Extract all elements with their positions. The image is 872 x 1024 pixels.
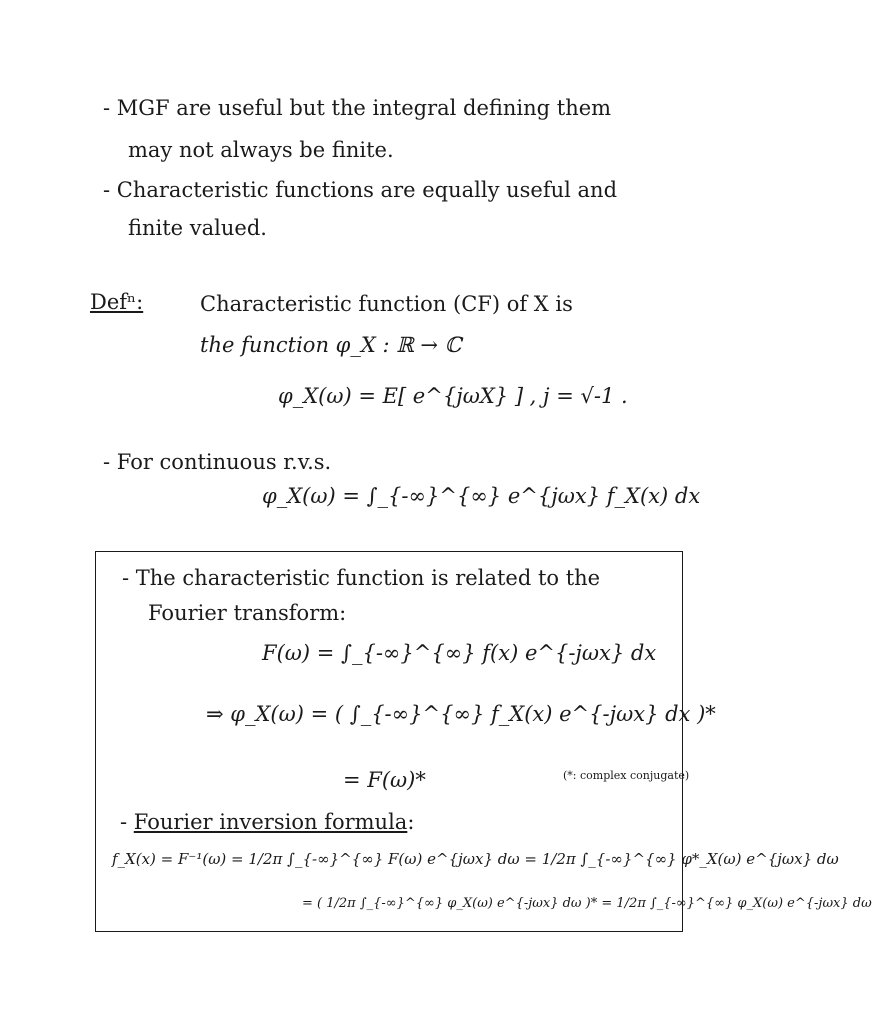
def-line-2: the function φ_X : ℝ → ℂ xyxy=(200,333,462,357)
definition-label: Defⁿ: xyxy=(90,290,144,314)
line-not-finite: may not always be finite. xyxy=(128,138,394,162)
box-line-2: Fourier transform: xyxy=(148,601,347,625)
line-finite-valued: finite valued. xyxy=(128,216,267,240)
inversion-title: Fourier inversion formula xyxy=(133,810,408,834)
line-mgf-useful: - MGF are useful but the integral defining them xyxy=(103,96,612,120)
continuous-rv-line: - For continuous r.v.s. xyxy=(103,450,332,474)
inversion-formula-2: = ( 1/2π ∫_{-∞}^{∞} φ_X(ω) e^{-jωx} dω )* = 1/2π ∫_{-∞}^{∞} φ_X(ω) e^{-jωx} dω xyxy=(302,896,872,911)
inversion-colon: : xyxy=(407,810,415,834)
def-line-3: φ_X(ω) = E[ e^{jωX} ] , j = √-1 . xyxy=(278,384,628,408)
inversion-formula-1: f_X(x) = F⁻¹(ω) = 1/2π ∫_{-∞}^{∞} F(ω) e^{jωx} dω = 1/2π ∫_{-∞}^{∞} φ*_X(ω) e^{jωx} dω xyxy=(112,850,839,868)
cf-conjugate-formula: ⇒ φ_X(ω) = ( ∫_{-∞}^{∞} f_X(x) e^{-jωx} dx )* xyxy=(206,702,716,726)
inversion-heading xyxy=(120,812,414,833)
fourier-transform-formula: F(ω) = ∫_{-∞}^{∞} f(x) e^{-jωx} dx xyxy=(262,641,657,665)
def-line-1: Characteristic function (CF) of X is xyxy=(200,292,573,316)
cf-integral-formula: φ_X(ω) = ∫_{-∞}^{∞} e^{jωx} f_X(x) dx xyxy=(262,484,701,508)
equals-conjugate: = F(ω)* xyxy=(343,768,426,792)
inversion-dash: - xyxy=(120,810,134,834)
complex-conjugate-note: (*: complex conjugate) xyxy=(563,769,690,782)
box-line-1: - The characteristic function is related to the xyxy=(122,566,601,590)
line-cf-useful: - Characteristic functions are equally useful and xyxy=(103,178,618,202)
